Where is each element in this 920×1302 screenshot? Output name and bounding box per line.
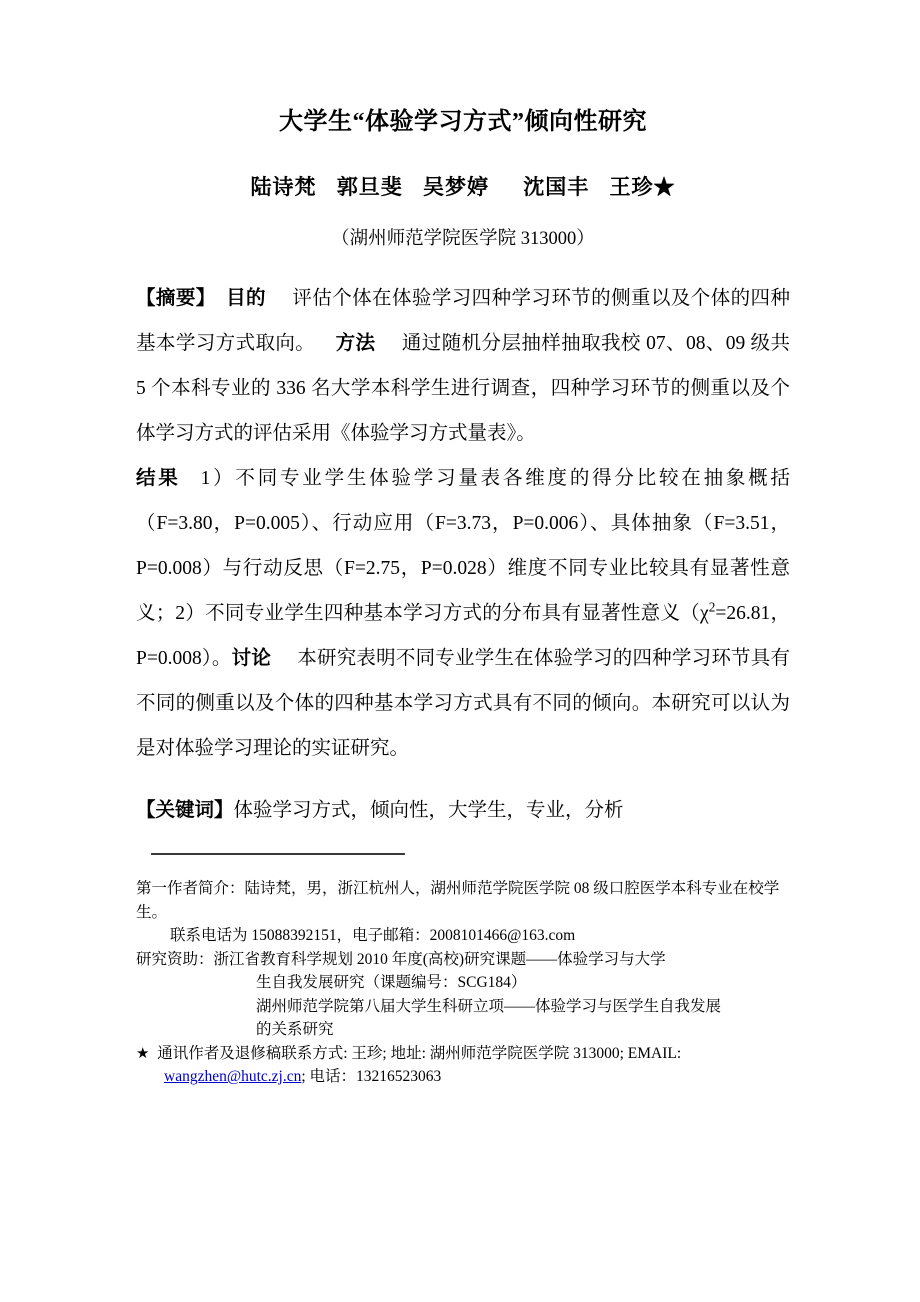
star-icon: ★: [136, 1043, 150, 1062]
author-name-1: 陆诗梵: [250, 174, 317, 199]
footnote-section: [136, 877, 790, 1089]
footnote-contact-line: 联系电话为 15088392151，电子邮箱：2008101466@163.com: [170, 927, 576, 945]
abstract-text-results-part1: 1）不同专业学生体验学习量表各维度的得分比较在抽象概括（F=3.80，P=0.005）、行动应用（F=3.73，P=0.006）、具体抽象（F=3.51，P=0.008）与行动反思（F=2.75，P=0.028）维度不同专业比较具有显著性意义；2）不同专业学生四种基本学习方式的分布具有显著性意义（χ: [136, 468, 790, 625]
footnote-funding-line-4: 的关系研究: [256, 1021, 334, 1039]
abstract-section: [136, 276, 790, 771]
footnote-funding: [136, 948, 790, 1042]
author-name-4: 沈国丰: [523, 174, 590, 199]
abstract-label: 【摘要】: [136, 288, 216, 310]
footnote-funding-line-2: 生自我发展研究（课题编号：SCG184）: [256, 974, 527, 992]
footnote-funding-line-1: 浙江省教育科学规划 2010 年度(高校)研究课题——体验学习与大学: [213, 950, 666, 968]
keywords-label: 【关键词】: [136, 800, 234, 822]
page-content: [136, 0, 790, 1089]
abstract-text-results-part2: =26.81， P=0.008）。: [136, 603, 790, 670]
abstract-heading-method: 方法: [335, 333, 376, 355]
abstract-heading-discussion: 讨论: [231, 648, 272, 670]
author-name-3: 吴梦婷: [423, 174, 489, 199]
abstract-heading-purpose: 目的: [225, 288, 266, 310]
footnote-funding-label: 研究资助：: [136, 950, 214, 968]
footnote-separator-rule: [151, 853, 405, 855]
footnote-corresponding-author: [136, 1042, 790, 1089]
author-name-2: 郭旦斐: [336, 174, 403, 199]
author-list: [136, 175, 790, 200]
abstract-text-discussion: 本研究表明不同专业学生在体验学习的四种学习环节具有不同的侧重以及个体的四种基本学习方式具有不同的倾向。本研究可以认为是对体验学习理论的实证研究。: [136, 648, 790, 760]
keywords-text: 体验学习方式，倾向性，大学生，专业，分析: [233, 800, 624, 822]
abstract-text-purpose: 评估个体在体验学习四种学习环节的侧重以及个体的四种基本学习方式取向。: [136, 288, 790, 355]
corresponding-email-link[interactable]: wangzhen@hutc.zj.cn: [164, 1068, 302, 1086]
abstract-text-method: 通过随机分层抽样抽取我校 07、08、09 级共 5 个本科专业的 336 名大学本科学生进行调查，四种学习环节的侧重以及个体学习方式的评估采用《体验学习方式量表》。: [136, 333, 790, 445]
affiliation: （湖州师范学院医学院 313000）: [331, 228, 595, 249]
footnote-corresponding-text-2: ; 电话：13216523063: [301, 1068, 442, 1086]
chi-square-superscript: 2: [708, 599, 716, 615]
footnote-first-author-bio: 第一作者简介：陆诗梵，男，浙江杭州人，湖州师范学院医学院 08 级口腔医学本科专业在校学生。: [136, 880, 780, 921]
abstract-paragraph: [136, 276, 790, 456]
footnote-corresponding-text-1: 通讯作者及退修稿联系方式: 王珍; 地址: 湖州师范学院医学院 313000; EMAIL:: [157, 1044, 682, 1062]
page-title: 大学生“体验学习方式”倾向性研究: [279, 109, 647, 135]
abstract-paragraph-results: [136, 456, 790, 771]
author-name-5: 王珍★: [609, 174, 676, 199]
keywords-section: [136, 791, 790, 831]
footnote-funding-line-3: 湖州师范学院第八届大学生科研立项——体验学习与医学生自我发展: [256, 997, 722, 1015]
abstract-heading-results: 结果: [136, 468, 181, 490]
